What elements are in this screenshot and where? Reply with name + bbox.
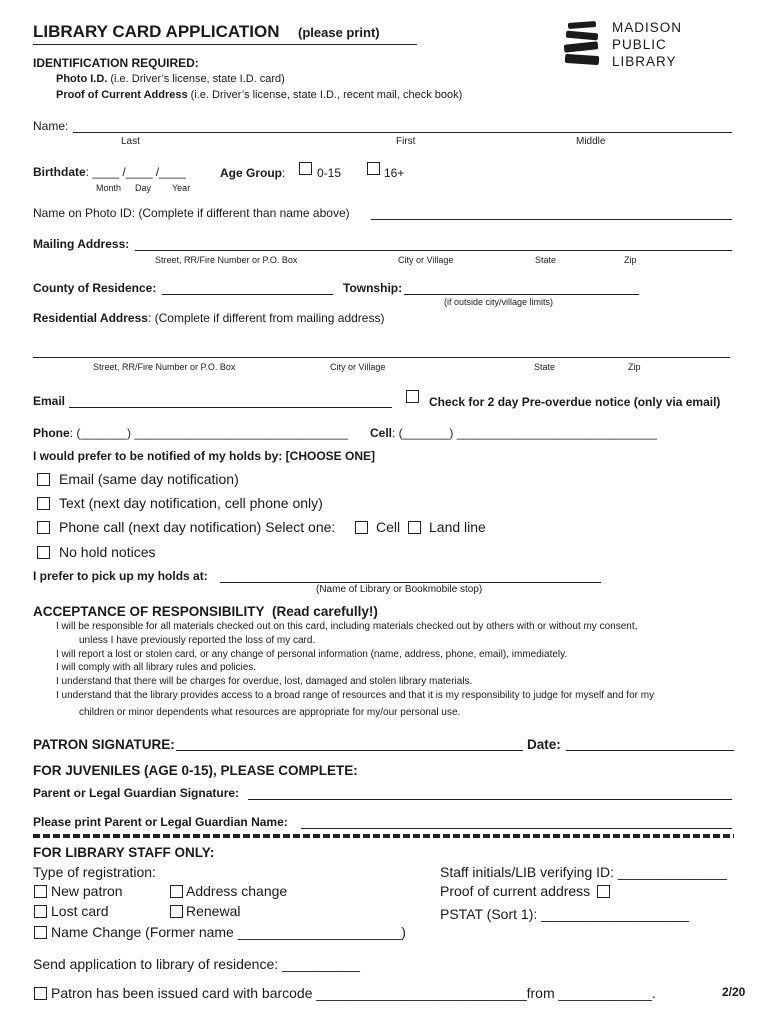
photo-id-requirement <box>56 73 285 85</box>
residential-zip-caption: Zip <box>628 362 641 372</box>
form-title: LIBRARY CARD APPLICATION <box>33 22 280 41</box>
photo-id-name-field[interactable] <box>371 207 732 220</box>
name-last-caption: Last <box>121 136 140 147</box>
residential-street-caption: Street, RR/Fire Number or P.O. Box <box>93 362 236 372</box>
logo-text-madison: MADISON <box>612 20 683 35</box>
residential-address-label: Residential Address: (Complete if different from mailing address) <box>33 311 385 325</box>
hold-option-none[interactable]: No hold notices <box>37 544 156 560</box>
library-logo <box>562 20 692 72</box>
mailing-address-field[interactable] <box>135 238 732 251</box>
logo-text-public: PUBLIC <box>612 37 667 52</box>
patron-signature-field[interactable] <box>176 737 523 751</box>
checkbox[interactable] <box>170 905 183 918</box>
pickup-caption: (Name of Library or Bookmobile stop) <box>316 584 483 595</box>
residential-city-caption: City or Village <box>330 362 386 372</box>
checkbox[interactable] <box>34 987 47 1000</box>
acceptance-line: children or minor dependents what resources are appropriate for my/our personal use. <box>79 707 461 718</box>
photo-id-label: Photo I.D. <box>56 73 108 85</box>
preoverdue-label: Check for 2 day Pre-overdue notice (only via email) <box>429 395 721 409</box>
identification-heading: IDENTIFICATION REQUIRED: <box>33 56 199 70</box>
date-field[interactable] <box>566 737 734 751</box>
acceptance-line: I will comply with all library rules and policies. <box>56 662 257 673</box>
photo-id-text: (i.e. Driver’s license, state I.D. card) <box>107 73 285 85</box>
age-0-15-label: 0-15 <box>317 166 342 180</box>
holds-heading: I would prefer to be notified of my holds by: [CHOOSE ONE] <box>33 449 376 463</box>
please-print-note: (please print) <box>298 25 380 40</box>
checkbox[interactable] <box>355 521 368 534</box>
birthdate-year-caption: Year <box>172 183 191 193</box>
proof-address-label: Proof of Current Address <box>56 89 188 101</box>
guardian-print-label: Please print Parent or Legal Guardian Name: <box>33 815 288 829</box>
proof-current-address[interactable]: Proof of current address <box>440 883 610 899</box>
mailing-zip-caption: Zip <box>624 255 637 265</box>
guardian-signature-field[interactable] <box>248 787 732 800</box>
checkbox[interactable] <box>37 497 50 510</box>
acceptance-line: I will be responsible for all materials checked out on this card, including materials checked out by others with or without my consent, <box>56 621 638 632</box>
residential-state-caption: State <box>534 362 556 372</box>
reg-new-patron[interactable]: New patron <box>34 883 123 899</box>
township-label: Township: <box>343 281 403 295</box>
hold-phone-landline[interactable]: Land line <box>408 519 486 535</box>
age-0-15-checkbox[interactable] <box>299 162 312 180</box>
county-label: County of Residence: <box>33 281 157 295</box>
send-application-field[interactable]: Send application to library of residence: __________ <box>33 956 360 972</box>
hold-option-phone[interactable]: Phone call (next day notification) Select one: <box>37 519 335 535</box>
staff-heading: FOR LIBRARY STAFF ONLY: <box>33 845 215 860</box>
name-first-caption: First <box>396 136 416 147</box>
checkbox[interactable] <box>408 521 421 534</box>
logo-text-library: LIBRARY <box>612 54 677 69</box>
juveniles-heading: FOR JUVENILES (AGE 0-15), PLEASE COMPLETE: <box>33 763 358 778</box>
email-field[interactable] <box>69 395 392 408</box>
reg-address-change[interactable]: Address change <box>170 883 287 899</box>
acceptance-line: I understand that the library provides access to a broad range of resources and that it is my responsibility to judge for myself and for my <box>56 690 655 701</box>
acceptance-line: I will report a lost or stolen card, or any change of personal information (name, address, phone, email), immediately. <box>56 649 568 660</box>
reg-lost-card[interactable]: Lost card <box>34 903 109 919</box>
staff-initials-field[interactable]: Staff initials/LIB verifying ID: ______________ <box>440 864 727 880</box>
patron-signature-label: PATRON SIGNATURE: <box>33 737 175 752</box>
hold-phone-cell[interactable]: Cell <box>355 519 400 535</box>
mailing-state-caption: State <box>535 255 557 265</box>
card-issued-row[interactable]: Patron has been issued card with barcode ___________________________from ____________. <box>34 985 656 1001</box>
form-version: 2/20 <box>722 985 746 999</box>
title-underline <box>33 44 417 45</box>
county-field[interactable] <box>162 282 333 295</box>
checkbox[interactable] <box>597 885 610 898</box>
name-label: Name: <box>33 119 69 133</box>
checkbox[interactable] <box>170 885 183 898</box>
checkbox[interactable] <box>37 521 50 534</box>
date-label: Date: <box>527 737 561 752</box>
staff-divider <box>33 834 734 838</box>
guardian-print-field[interactable] <box>301 816 732 829</box>
name-field[interactable] <box>73 120 732 133</box>
checkbox[interactable] <box>34 885 47 898</box>
logo-bar <box>568 21 596 29</box>
mailing-city-caption: City or Village <box>398 255 454 265</box>
township-field[interactable] <box>404 282 639 295</box>
checkbox[interactable] <box>37 473 50 486</box>
pickup-label: I prefer to pick up my holds at: <box>33 569 208 583</box>
proof-address-text: (i.e. Driver’s license, state I.D., recent mail, check book) <box>187 89 463 101</box>
age-16-plus-checkbox[interactable] <box>367 162 380 180</box>
mailing-address-label: Mailing Address: <box>33 237 130 251</box>
reg-renewal[interactable]: Renewal <box>170 903 240 919</box>
cell-field[interactable]: Cell: (_______) ______________________________ <box>370 426 657 440</box>
email-label: Email <box>33 394 66 408</box>
reg-name-change[interactable]: Name Change (Former name _____________________) <box>34 924 406 940</box>
preoverdue-checkbox[interactable] <box>406 390 419 408</box>
acceptance-heading: ACCEPTANCE OF RESPONSIBILITY (Read carefully!) <box>33 604 378 619</box>
checkbox[interactable] <box>34 926 47 939</box>
checkbox[interactable] <box>37 546 50 559</box>
proof-address-requirement <box>56 89 462 101</box>
pstat-field[interactable]: PSTAT (Sort 1): ___________________ <box>440 906 690 922</box>
birthdate-blank: : ____ /____ /____ <box>85 165 186 179</box>
guardian-signature-label: Parent or Legal Guardian Signature: <box>33 786 240 800</box>
logo-bar <box>565 54 600 65</box>
township-note: (if outside city/village limits) <box>444 297 554 307</box>
registration-type-label: Type of registration: <box>33 864 156 880</box>
birthdate-month-caption: Month <box>96 183 122 193</box>
pickup-field[interactable] <box>220 570 601 583</box>
age-16-plus-label: 16+ <box>384 166 405 180</box>
residential-address-field[interactable] <box>33 345 730 358</box>
checkbox[interactable] <box>34 905 47 918</box>
birthdate-day-caption: Day <box>135 183 152 193</box>
name-middle-caption: Middle <box>576 136 606 147</box>
phone-field[interactable]: Phone: (_______) ________________________________ <box>33 426 348 440</box>
hold-option-email[interactable]: Email (same day notification) <box>37 471 239 487</box>
acceptance-line: I understand that there will be charges for overdue, lost, damaged and stolen library materials. <box>56 676 473 687</box>
hold-option-text[interactable]: Text (next day notification, cell phone only) <box>37 495 323 511</box>
logo-bar <box>564 41 599 53</box>
acceptance-line: unless I have previously reported the loss of my card. <box>79 635 316 646</box>
birthdate-field[interactable] <box>33 165 186 179</box>
mailing-street-caption: Street, RR/Fire Number or P.O. Box <box>155 255 298 265</box>
age-group-label: Age Group: <box>220 166 286 180</box>
photo-id-name-label: Name on Photo ID: (Complete if different than name above) <box>33 206 350 220</box>
birthdate-label: Birthdate <box>33 165 86 179</box>
logo-bar <box>566 31 598 41</box>
